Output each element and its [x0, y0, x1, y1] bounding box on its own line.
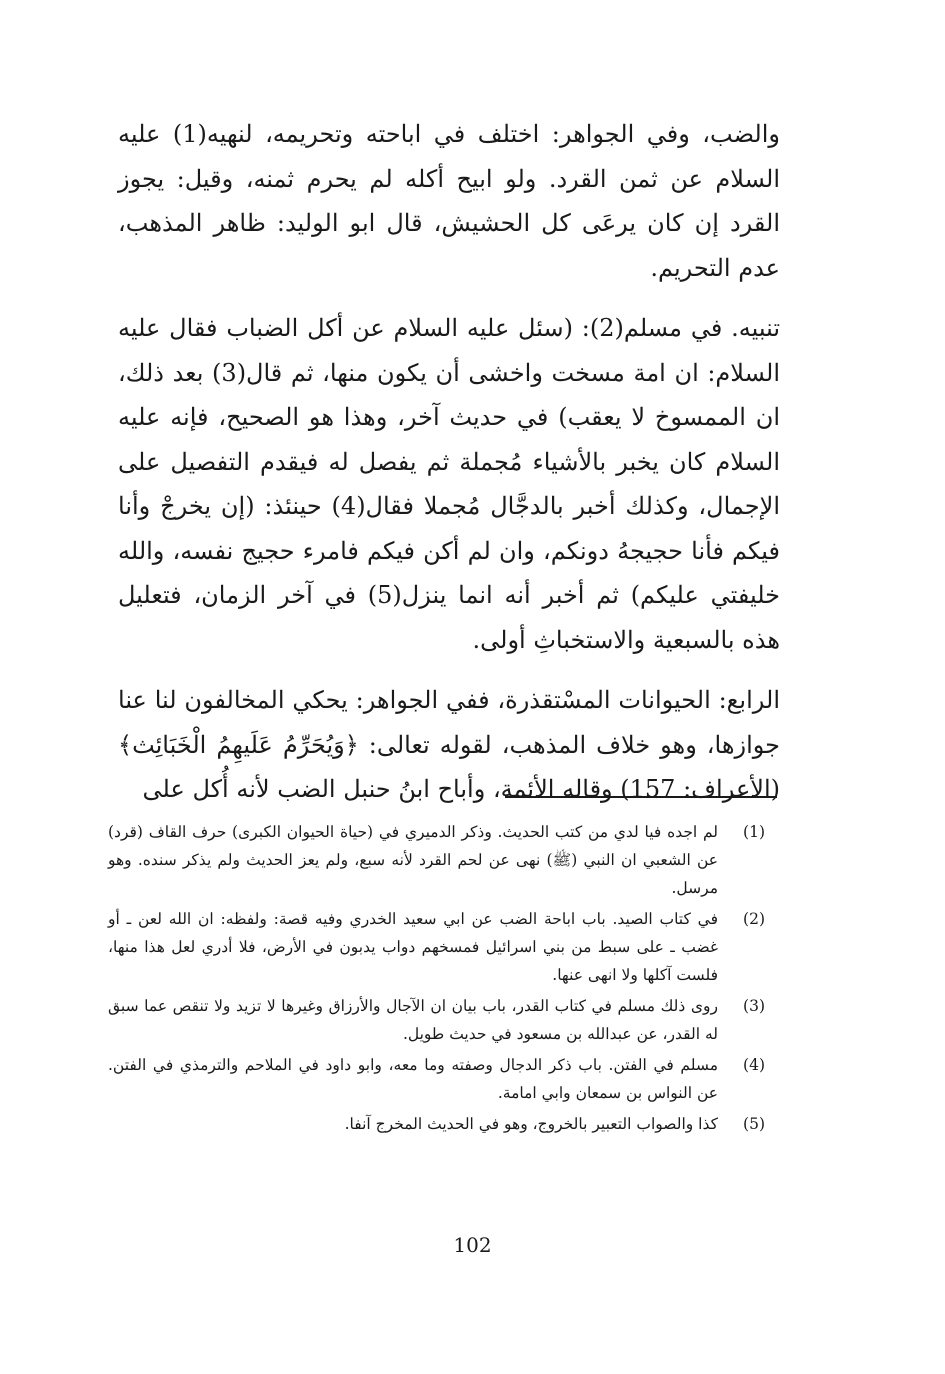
footnote-text: روى ذلك مسلم في كتاب القدر، باب بيان ان الآجال والأرزاق وغيرها لا تزيد ولا تنقص عما سبق له القدر، عن عبدالله بن مسعود في حديث طويل. — [108, 997, 718, 1043]
footnote-number: (2) — [743, 910, 765, 928]
footnotes — [108, 818, 780, 1141]
footnote-text: كذا والصواب التعبير بالخروج، وهو في الحديث المخرج آنفا. — [344, 1115, 718, 1133]
footnote-number: (3) — [743, 997, 765, 1015]
footnote-text: لم اجده فيا لدي من كتب الحديث. وذكر الدميري في (حياة الحيوان الكبرى) حرف القاف (قرد) عن الشعبي ان النبي (ﷺ) نهى عن لحم القرد لأنه سبع، ولم يعز الحديث ولم يذكر سنده. وهو مرسل. — [108, 823, 718, 897]
paragraph-dhab: والضب، وفي الجواهر: اختلف في اباحته وتحريمه، لنهيه(1) عليه السلام عن ثمن القرد. ولو ابيح أكله لم يحرم ثمنه، وقيل: يجوز القرد إن كان يرعَى كل الحشيش، قال ابو الوليد: ظاهر المذهب، عدم التحريم. — [118, 120, 780, 282]
footnote-1 — [108, 818, 780, 902]
footnote-number: (4) — [743, 1056, 765, 1074]
page-number: 102 — [453, 1233, 492, 1257]
footnote-5 — [108, 1110, 780, 1138]
footnote-4 — [108, 1051, 780, 1107]
footnote-2 — [108, 905, 780, 989]
footnote-text: مسلم في الفتن. باب ذكر الدجال وصفته وما معه، وابو داود في الملاحم والترمذي في الفتن. عن النواس بن سمعان وابي امامة. — [108, 1056, 718, 1102]
footnote-separator — [505, 796, 777, 798]
footnote-number: (1) — [743, 823, 765, 841]
footnote-3 — [108, 992, 780, 1048]
paragraph-rabi: الرابع: الحيوانات المسْتقذرة، ففي الجواهر: يحكي المخالفون لنا عنا جوازها، وهو خلاف المذهب، لقوله تعالى: ﴿وَيُحَرِّمُ عَلَيهِمُ الْخَبَائِث﴾ (الأعراف: 157) وقاله الأئمة، وأباح ابنُ حنبل الضب لأنه أُكل على — [118, 686, 780, 803]
footnote-number: (5) — [743, 1115, 765, 1133]
paragraph-tanbih: تنبيه. في مسلم(2): (سئل عليه السلام عن أكل الضباب فقال عليه السلام: ان امة مسخت واخشى أن يكون منها، ثم قال(3) بعد ذلك، ان الممسوخ لا يعقب) في حديث آخر، وهذا هو الصحيح، فإنه عليه السلام كان يخبر بالأشياء مُجملة ثم يفصل له فيقدم التفصيل على الإجمال، وكذلك أخبر بالدجَّال مُجملا فقال(4) حينئذ: (إن يخرجْ وأنا فيكم فأنا حجيجهُ دونكم، وان لم أكن فيكم فامرء حجيج نفسه، والله خليفتي عليكم) ثم أخبر أنه انما ينزل(5) في آخر الزمان، فتعليل هذه بالسبعية والاستخباثِ أولى. — [118, 314, 781, 654]
footnote-text: في كتاب الصيد. باب اباحة الضب عن ابي سعيد الخدري وفيه قصة: ولفظه: ان الله لعن ـ أو غضب ـ على سبط من بني اسرائيل فمسخهم دواب يدبون في الأرض، فلا أدري لعل هذا منها، فلست آكلها ولا انهى عنها. — [108, 910, 718, 984]
main-text — [118, 112, 780, 812]
